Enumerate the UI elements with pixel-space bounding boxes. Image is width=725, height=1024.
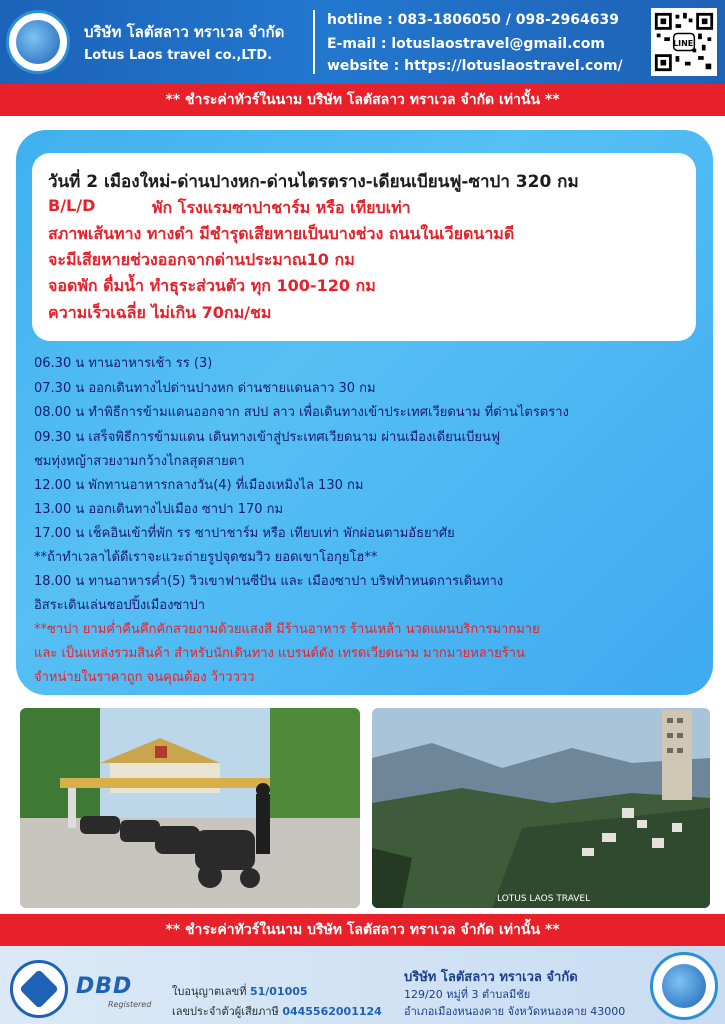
sapa-valley-photo — [372, 708, 710, 908]
dbd-registered-label: Registered — [108, 1000, 152, 1009]
rest-stop-note: จอดพัก ดื่มน้ำ ทำธุระส่วนตัว ทุก 100-120 กม — [48, 276, 376, 295]
payment-notice-top: ** ชำระค่าทัวร์ในนาม บริษัท โลตัสลาว ทราเวล จำกัด เท่านั้น ** — [0, 84, 725, 116]
footer-company-name: บริษัท โลตัสลาว ทราเวล จำกัด — [404, 970, 578, 985]
qr-line-label: LINE — [673, 39, 694, 48]
schedule-item: 07.30 น ออกเดินทางไปด่านปางหก ด่านชายแดนลาว 30 กม — [34, 381, 376, 396]
footer-address-line2: อำเภอเมืองหนองคาย จังหวัดหนองคาย 43000 — [404, 1005, 626, 1018]
tourism-ministry-logo — [10, 960, 68, 1018]
schedule-item: 12.00 น พักทานอาหารกลางวัน(4) ที่เมืองเหมิงไล 130 กม — [34, 478, 364, 493]
schedule-item: 13.00 น ออกเดินทางไปเมือง ซาปา 170 กม — [34, 502, 284, 517]
sapa-highlight: และ เป็นแหล่งรวมสินค้า สำหรับนักเดินทาง แบรนด์ดัง เทรดเวียดนาม มากมายหลายร้าน — [34, 646, 525, 661]
globe-icon — [16, 20, 60, 64]
hotline-text: hotline : 083-1806050 / 098-2964639 — [327, 12, 619, 28]
license-label: ใบอนุญาตเลขที่ — [172, 985, 250, 998]
header-divider — [313, 10, 315, 74]
tax-label: เลขประจำตัวผู้เสียภาษี — [172, 1005, 283, 1018]
footer-address-line1: 129/20 หมู่ที่ 3 ตำบลมีชัย — [404, 988, 531, 1001]
schedule-item: ชมทุ่งหญ้าสวยงามกว้างไกลสุดสายตา — [34, 454, 245, 469]
schedule-item: 17.00 น เช็คอินเข้าที่พัก รร ซาปาชาร์ม หรือ เทียบเท่า พักผ่อนตามอัธยาศัย — [34, 526, 455, 541]
company-logo-footer — [650, 952, 718, 1020]
day-title: วันที่ 2 เมืองใหม่-ด่านปางหก-ด่านไตรตราง-เดียนเบียนฟู-ซาปา 320 กม — [48, 172, 579, 192]
website-link[interactable]: website : https://lotuslaostravel.com/ — [327, 58, 623, 74]
payment-notice-bottom: ** ชำระค่าทัวร์ในนาม บริษัท โลตัสลาว ทราเวล จำกัด เท่านั้น ** — [0, 914, 725, 946]
schedule-item: 09.30 น เสร็จพิธีการข้ามแดน เดินทางเข้าสู่ประเทศเวียดนาม ผ่านเมืองเดียนเบียนฟู — [34, 430, 501, 445]
schedule-item: **ถ้าทำเวลาได้ดีเราจะแวะถ่ายรูปจุดชมวิว ยอดเขาโอกุยโฮ** — [34, 550, 378, 565]
schedule-item: 08.00 น ทำพิธีการข้ามแดนออกจาก สปป ลาว เพื่อเดินทางเข้าประเทศเวียดนาม ที่ด่านไตรตราง — [34, 405, 569, 420]
schedule-item: 18.00 น ทานอาหารค่ำ(5) วิวเขาฟานซีปัน และ เมืองซาปา บริฟทำหนดการเดินทาง — [34, 574, 504, 589]
schedule-item: อิสระเดินเล่นชอปปิ้งเมืองซาปา — [34, 598, 206, 613]
dbd-logo: DBD — [76, 974, 133, 999]
company-name-english: Lotus Laos travel co.,LTD. — [84, 48, 273, 63]
sapa-highlight: **ซาปา ยามค่ำคืนคึกคักสวยงามด้วยแสงสี มีร้านอาหาร ร้านเหล้า นวดแผนบริการมากมาย — [34, 622, 540, 637]
email-link[interactable]: E-mail : lotuslaostravel@gmail.com — [327, 36, 605, 52]
meals-label: B/L/D — [48, 196, 96, 215]
company-logo — [6, 10, 70, 74]
license-number — [172, 982, 308, 1000]
tax-value: 0445562001124 — [282, 1005, 382, 1018]
damage-note: จะมีเสียหายช่วงออกจากด่านประมาณ10 กม — [48, 250, 355, 269]
license-value: 51/01005 — [249, 985, 308, 998]
photo-watermark: LOTUS LAOS TRAVEL — [497, 894, 591, 904]
tax-id — [172, 1002, 382, 1020]
company-name-thai: บริษัท โลตัสลาว ทราเวล จำกัด — [84, 23, 285, 41]
border-checkpoint-photo — [20, 708, 360, 908]
road-condition: สภาพเส้นทาง ทางดำ มีชำรุดเสียหายเป็นบางช่วง ถนนในเวียดนามดี — [48, 224, 515, 243]
speed-note: ความเร็วเฉลี่ย ไม่เกิน 70กม/ชม — [48, 303, 272, 322]
hotel-stay: พัก โรงแรมซาปาชาร์ม หรือ เทียบเท่า — [152, 198, 411, 217]
schedule-item: 06.30 น ทานอาหารเช้า รร (3) — [34, 356, 213, 371]
sapa-highlight: จำหน่ายในราคาถูก จนคุณต้อง ว้าวววว — [34, 670, 255, 685]
globe-icon — [662, 964, 706, 1008]
